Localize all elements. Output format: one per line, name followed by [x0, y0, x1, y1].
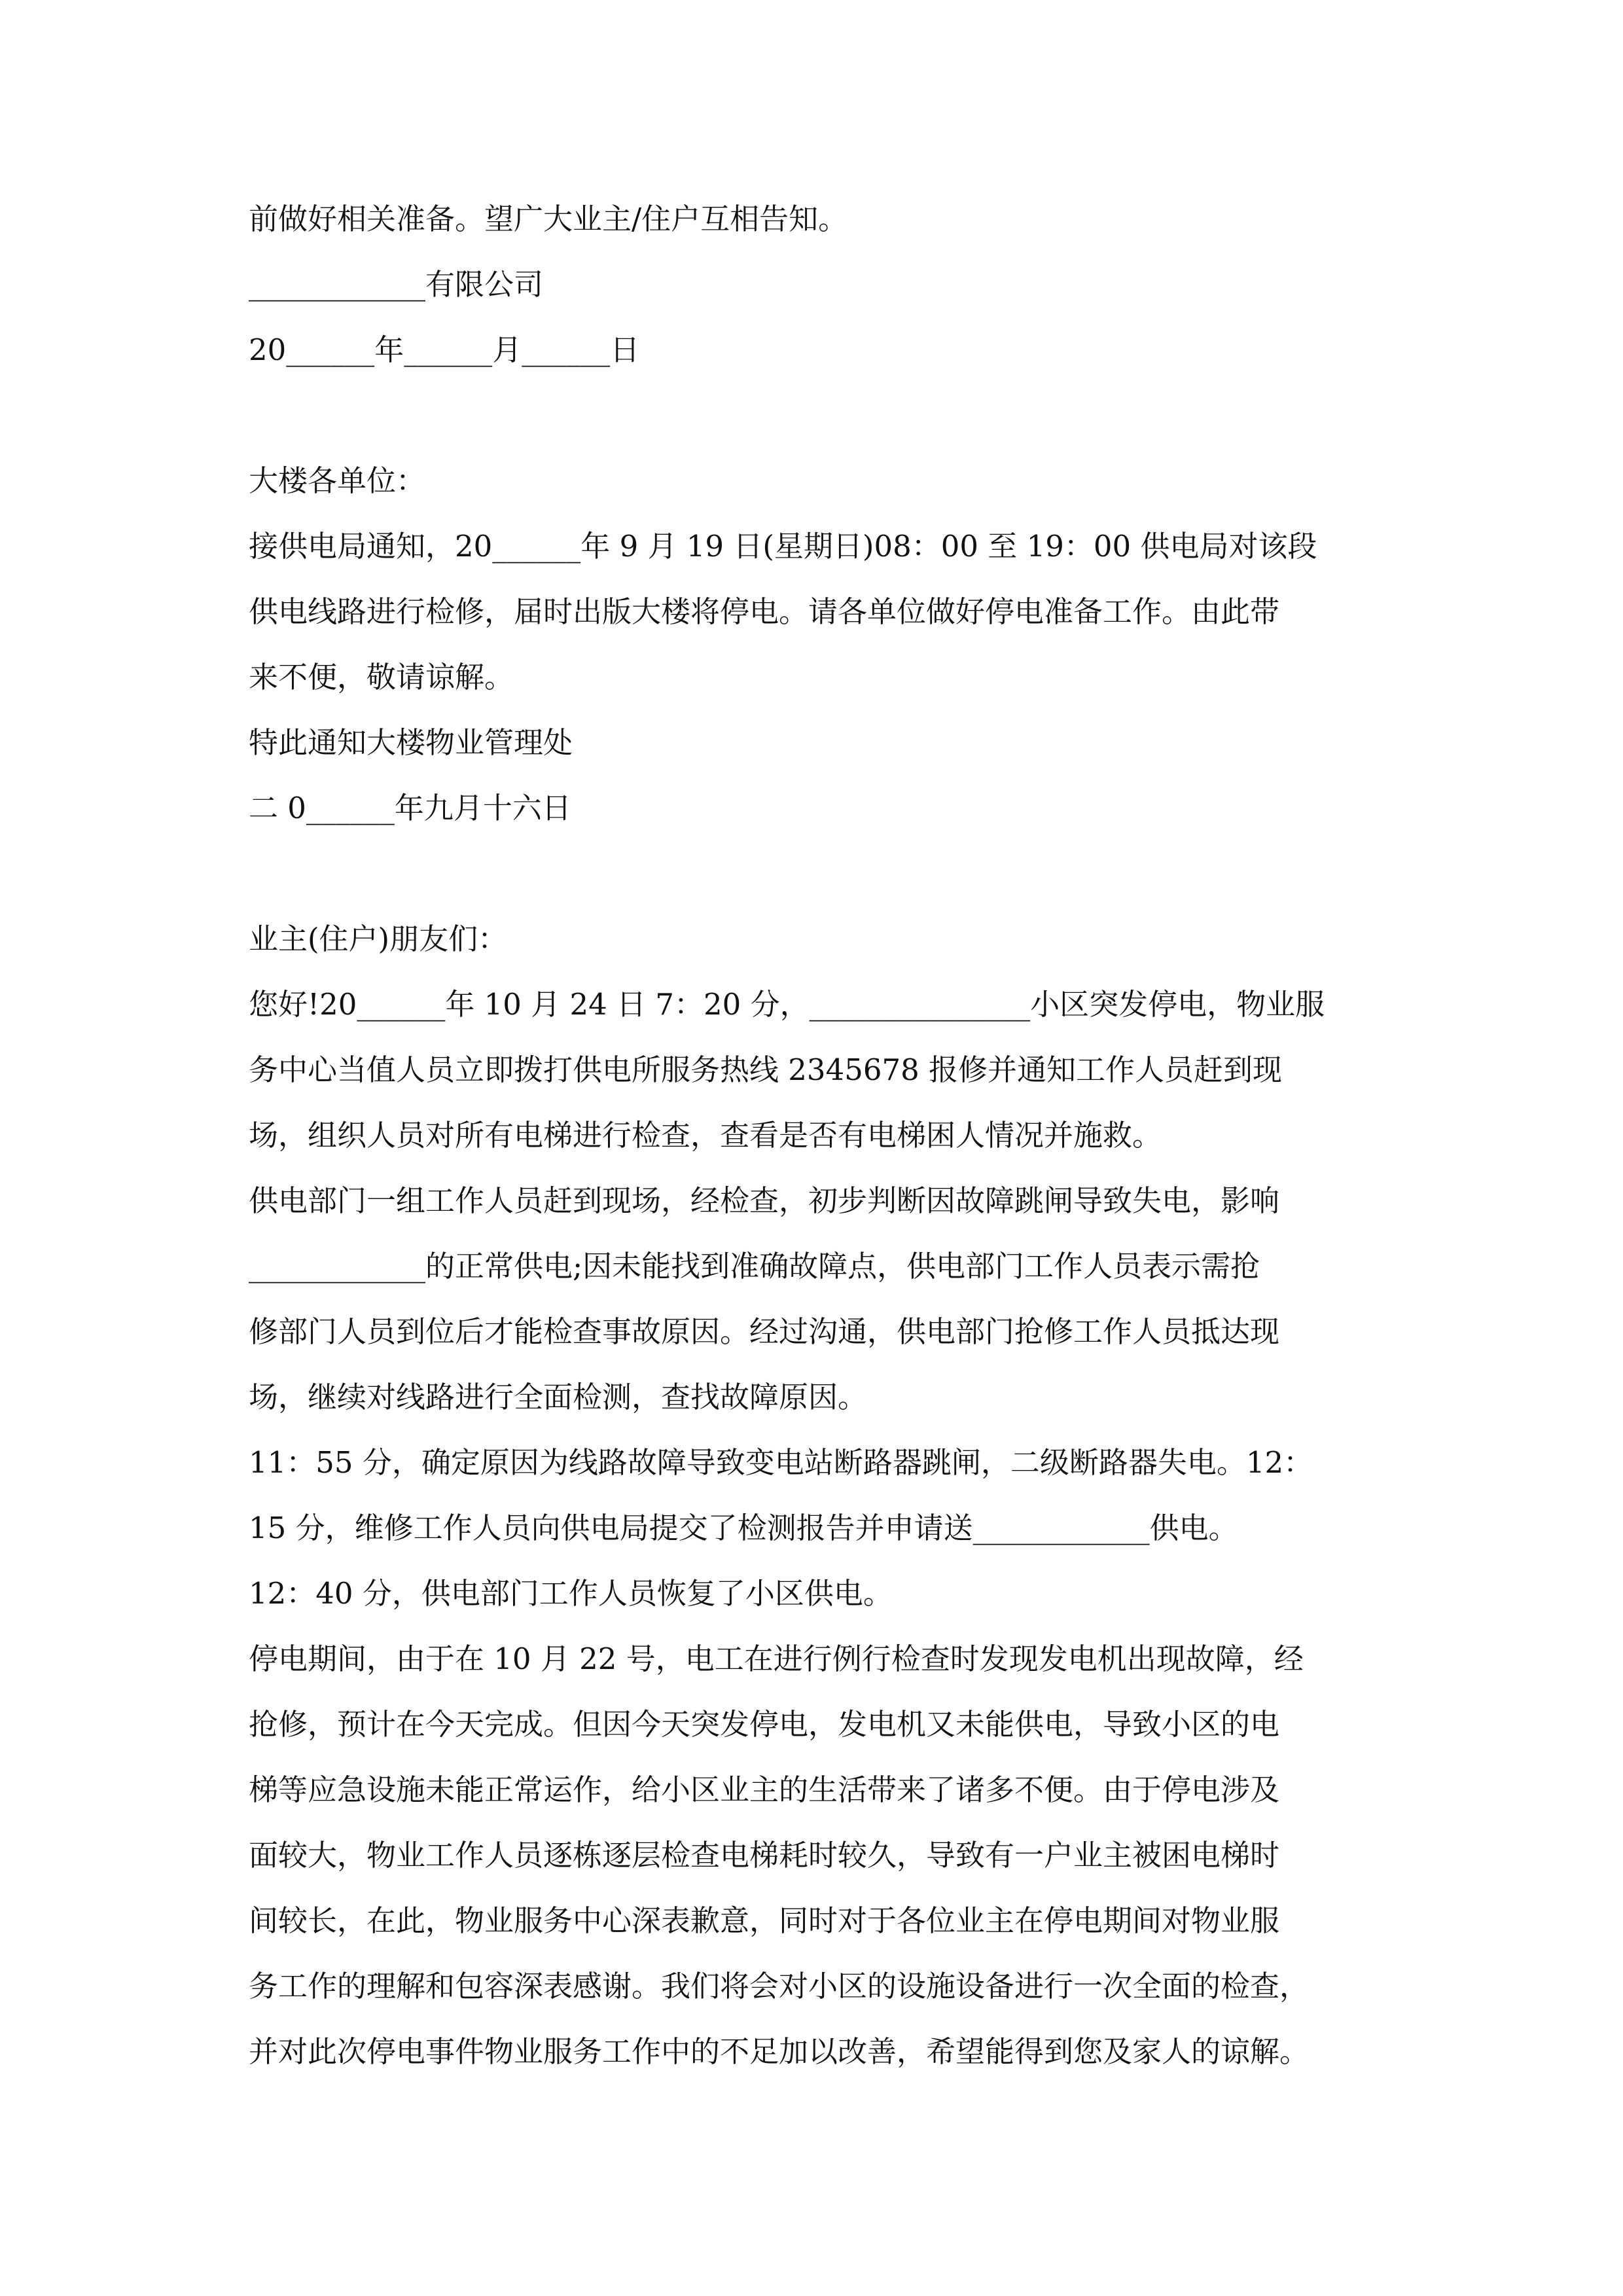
signature-line: 特此通知大楼物业管理处 [249, 725, 573, 760]
salutation-line: 业主(住户)朋友们： [249, 922, 508, 956]
text-line: 供电部门一组工作人员赶到现场，经检查，初步判断因故障跳闸导致失电，影响 [249, 1183, 1280, 1218]
text-line: 间较长，在此，物业服务中心深表歉意，同时对于各位业主在停电期间对物业服 [249, 1903, 1280, 1938]
text-line: 场，组织人员对所有电梯进行检查，查看是否有电梯困人情况并施救。 [249, 1118, 1162, 1153]
notice-section-3 [249, 916, 1374, 2075]
date-line: 20______年______月______日 [249, 332, 640, 367]
text-line: 11：55 分，确定原因为线路故障导致变电站断路器跳闸，二级断路器失电。12： [249, 1445, 1313, 1480]
text-line: 面较大，物业工作人员逐栋逐层检查电梯耗时较久，导致有一户业主被困电梯时 [249, 1838, 1280, 1873]
notice-section-1 [249, 196, 1374, 373]
text-line: 供电线路进行检修，届时出版大楼将停电。请各单位做好停电准备工作。由此带 [249, 594, 1280, 629]
text-line: 务工作的理解和包容深表感谢。我们将会对小区的设施设备进行一次全面的检查， [249, 1969, 1310, 2003]
section-gap [249, 851, 1374, 916]
text-line: 停电期间，由于在 10 月 22 号，电工在进行例行检查时发现发电机出现故障，经 [249, 1641, 1304, 1676]
text-line: 15 分，维修工作人员向供电局提交了检测报告并申请送____________供电。 [249, 1511, 1238, 1545]
date-line: 二 0______年九月十六日 [249, 791, 571, 825]
text-line: 12：40 分，供电部门工作人员恢复了小区供电。 [249, 1576, 893, 1611]
section-gap [249, 393, 1374, 458]
text-line: 接供电局通知，20______年 9 月 19 日(星期日)08：00 至 19：00 供电局对该段 [249, 529, 1317, 564]
text-line: 修部门人员到位后才能检查事故原因。经过沟通，供电部门抢修工作人员抵达现 [249, 1314, 1280, 1349]
text-line: 场，继续对线路进行全面检测，查找故障原因。 [249, 1380, 868, 1414]
text-line: 您好!20______年 10 月 24 日 7：20 分，_______________小区突发停电，物业服 [249, 987, 1325, 1022]
text-line: 务中心当值人员立即拨打供电所服务热线 2345678 报修并通知工作人员赶到现 [249, 1052, 1283, 1087]
text-line: 前做好相关准备。望广大业主/住户互相告知。 [249, 202, 848, 236]
company-signature-line: ____________有限公司 [249, 267, 544, 302]
document-body [249, 196, 1374, 2094]
notice-section-2 [249, 458, 1374, 831]
text-line: 来不便，敬请谅解。 [249, 660, 514, 694]
salutation-line: 大楼各单位： [249, 463, 426, 498]
text-line: ____________的正常供电;因未能找到准确故障点，供电部门工作人员表示需抢 [249, 1249, 1260, 1283]
text-line: 抢修，预计在今天完成。但因今天突发停电，发电机又未能供电，导致小区的电 [249, 1707, 1280, 1742]
text-line: 并对此次停电事件物业服务工作中的不足加以改善，希望能得到您及家人的谅解。 [249, 2034, 1310, 2069]
text-line: 梯等应急设施未能正常运作，给小区业主的生活带来了诸多不便。由于停电涉及 [249, 1772, 1280, 1807]
